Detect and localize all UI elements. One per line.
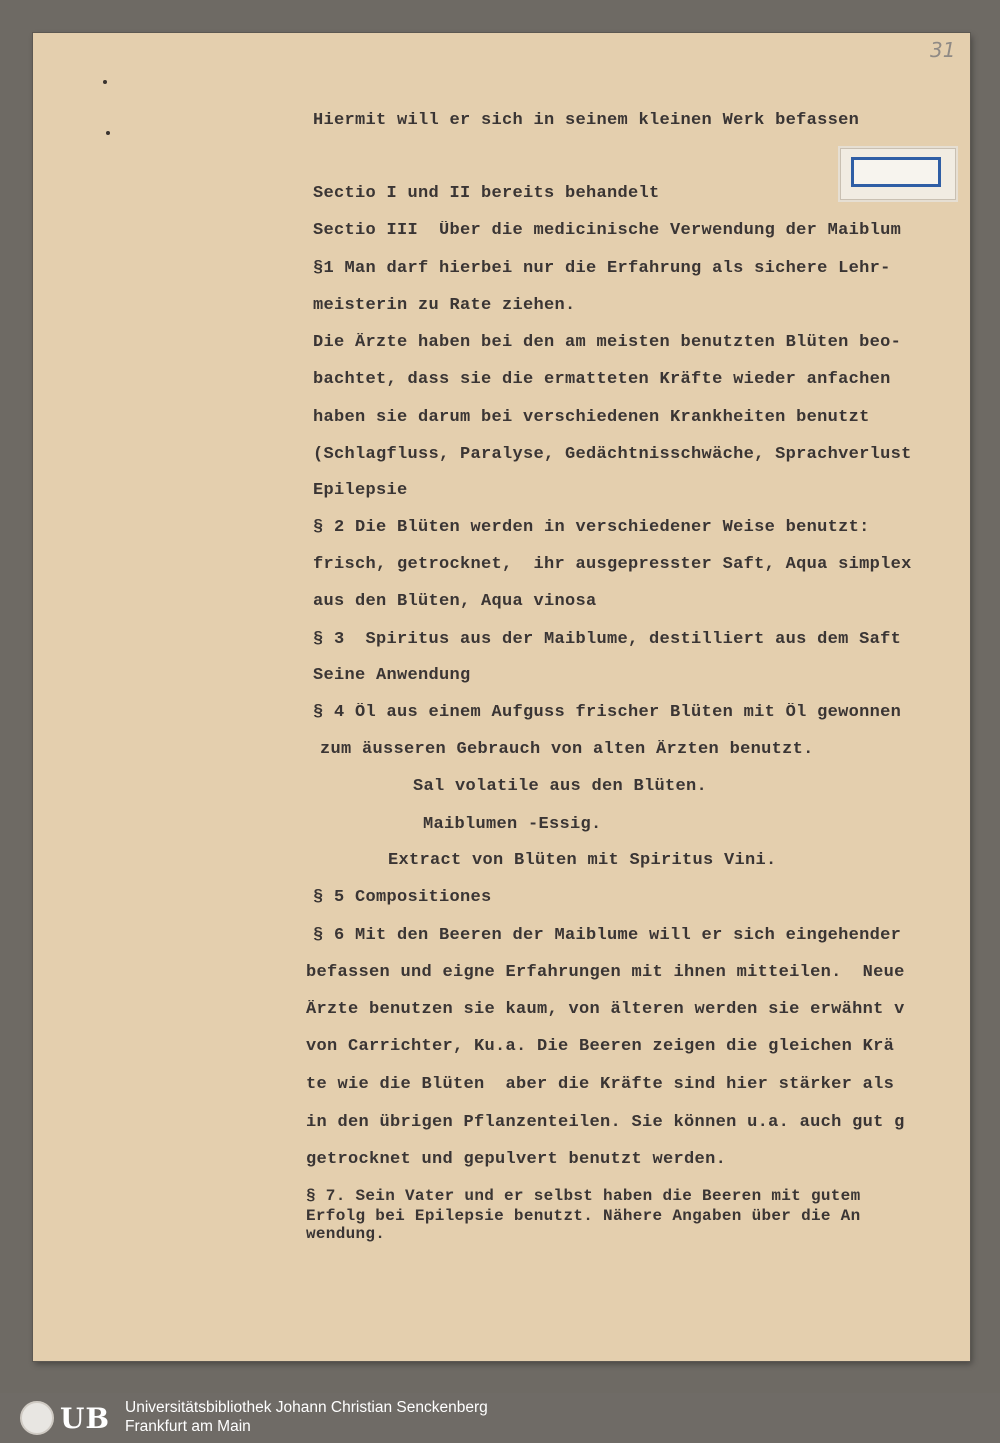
folio-number: 31 xyxy=(930,38,956,62)
text-line: Die Ärzte haben bei den am meisten benutzten Blüten beo- xyxy=(313,333,902,352)
text-line: Epilepsie xyxy=(313,481,408,500)
text-line: Maiblumen -Essig. xyxy=(423,815,602,834)
text-line: Extract von Blüten mit Spiritus Vini. xyxy=(388,851,777,870)
text-line: §1 Man darf hierbei nur die Erfahrung als sichere Lehr- xyxy=(313,259,891,278)
text-line: te wie die Blüten aber die Kräfte sind hier stärker als xyxy=(306,1075,895,1094)
library-city: Frankfurt am Main xyxy=(125,1418,251,1435)
text-line: § 7. Sein Vater und er selbst haben die Beeren mit gutem xyxy=(306,1188,861,1204)
text-line: haben sie darum bei verschiedenen Krankheiten benutzt xyxy=(313,408,870,427)
text-line: § 4 Öl aus einem Aufguss frischer Blüten mit Öl gewonnen xyxy=(313,703,902,722)
text-line: (Schlagfluss, Paralyse, Gedächtnisschwäche, Sprachverlust xyxy=(313,445,912,464)
text-line: § 2 Die Blüten werden in verschiedener Weise benutzt: xyxy=(313,518,870,537)
punch-mark xyxy=(106,131,110,135)
text-line: Sectio III Über die medicinische Verwendung der Maiblum xyxy=(313,221,902,240)
text-line: § 3 Spiritus aus der Maiblume, destilliert aus dem Saft xyxy=(313,630,902,649)
text-line: aus den Blüten, Aqua vinosa xyxy=(313,592,597,611)
library-name: Universitätsbibliothek Johann Christian Senckenberg xyxy=(125,1399,488,1416)
text-line: von Carrichter, Ku.a. Die Beeren zeigen die gleichen Krä xyxy=(306,1037,895,1056)
library-logo[interactable] xyxy=(20,1401,118,1435)
text-line: § 5 Compositiones xyxy=(313,888,492,907)
text-line: in den übrigen Pflanzenteilen. Sie können u.a. auch gut g xyxy=(306,1113,905,1132)
text-line: § 6 Mit den Beeren der Maiblume will er sich eingehender xyxy=(313,926,902,945)
text-line: bachtet, dass sie die ermatteten Kräfte wieder anfachen xyxy=(313,370,891,389)
portrait-icon xyxy=(20,1401,54,1435)
text-line: Ärzte benutzen sie kaum, von älteren werden sie erwähnt v xyxy=(306,1000,905,1019)
logo-text: UB xyxy=(60,1401,111,1435)
text-line: Erfolg bei Epilepsie benutzt. Nähere Angaben über die An xyxy=(306,1208,861,1224)
text-line: Hiermit will er sich in seinem kleinen Werk befassen xyxy=(313,111,860,130)
library-footer xyxy=(0,1393,1000,1443)
text-line: frisch, getrocknet, ihr ausgepresster Saft, Aqua simplex xyxy=(313,555,912,574)
punch-mark xyxy=(103,80,107,84)
text-line: Sal volatile aus den Blüten. xyxy=(413,777,708,796)
text-line: Seine Anwendung xyxy=(313,666,471,685)
text-line: zum äusseren Gebrauch von alten Ärzten benutzt. xyxy=(320,740,814,759)
text-line: meisterin zu Rate ziehen. xyxy=(313,296,576,315)
text-line: wendung. xyxy=(306,1226,386,1242)
text-line: Sectio I und II bereits behandelt xyxy=(313,184,660,203)
text-line: befassen und eigne Erfahrungen mit ihnen mitteilen. Neue xyxy=(306,963,905,982)
text-line: getrocknet und gepulvert benutzt werden. xyxy=(306,1150,727,1169)
